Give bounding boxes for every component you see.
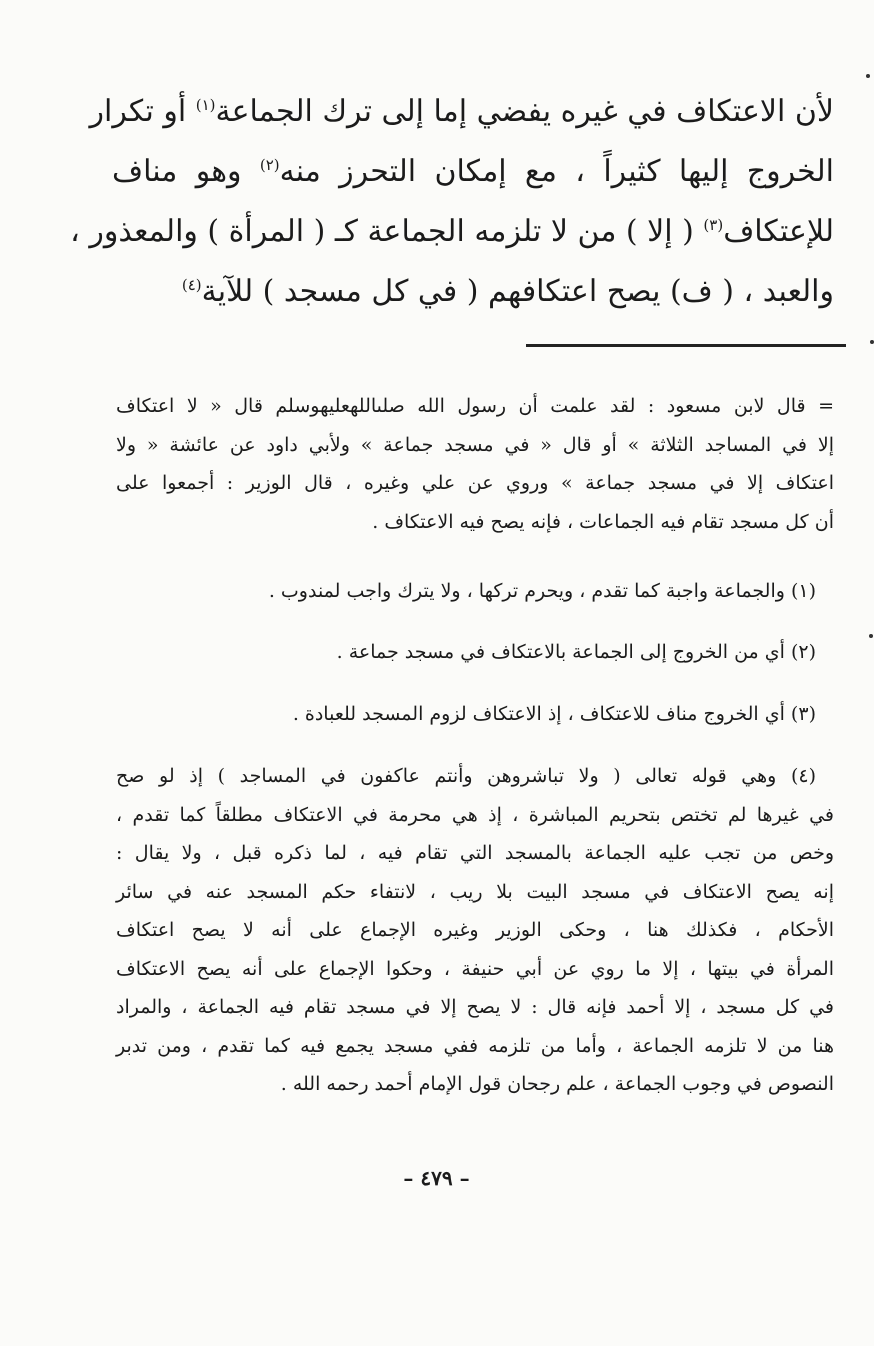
main-line-3: [70, 202, 834, 262]
footnote-4-line: النصوص في وجوب الجماعة ، علم رجحان قول الإمام أحمد رحمه الله .: [280, 1073, 834, 1095]
footnote-continuation: [116, 387, 834, 541]
footnote-marker-3[interactable]: (٣): [703, 216, 724, 234]
main-body-text: [70, 82, 835, 322]
footnote-4: [116, 757, 834, 1104]
page-number: – ٤٧٩ –: [403, 1166, 470, 1190]
footnote-4-line: في كل مسجد ، إلا أحمد فإنه قال : لا يصح إلا في مسجد تقام فيه الجماعة ، والمراد: [116, 996, 834, 1018]
continuation-line: أن كل مسجد تقام فيه الجماعات ، فإنه يصح فيه الاعتكاف .: [372, 510, 834, 533]
main-line-2-text: الخروج إليها كثيراً ، مع إمكان التحرز منه: [279, 154, 835, 189]
main-line-2: [112, 142, 834, 202]
footnote-4-line: هنا من لا تلزمه الجماعة ، وأما من تلزمه ففي مسجد يجمع فيه كما تقدم ، ومن تدبر: [116, 1034, 834, 1057]
main-line-4: [112, 262, 834, 322]
footnote-4-line: وخص من تجب عليه الجماعة بالمسجد التي تقام فيه ، لما ذكره قبل ، ولا يقال :: [116, 842, 834, 864]
continuation-line: = قال لابن مسعود : لقد علمت أن رسول الله صلىاللهعليهوسلم قال « لا اعتكاف: [116, 395, 834, 417]
main-line-1-end: أو تكرار: [89, 94, 187, 129]
continuation-line: اعتكاف إلا في مسجد جماعة » وروي عن علي وغيره ، قال الوزير : أجمعوا على: [116, 472, 834, 494]
main-line-3-end: ( إلا ) من لا تلزمه الجماعة كـ ( المرأة ) والمعذور ،: [70, 214, 694, 249]
footnote-1: [116, 572, 834, 611]
footnote-3-text: (٣) أي الخروج مناف للاعتكاف ، إذ الاعتكاف لزوم المسجد للعبادة .: [292, 703, 816, 725]
footnote-4-line: إنه يصح الاعتكاف في مسجد البيت بلا ريب ، لانتفاء حكم المسجد عنه في سائر: [116, 880, 834, 903]
footnote-1-text: (١) والجماعة واجبة كما تقدم ، ويحرم تركها ، ولا يترك واجب لمندوب .: [268, 580, 816, 602]
main-line-3-text: للإعتكاف: [723, 214, 834, 249]
footnote-3: [116, 695, 834, 734]
main-line-2-end: وهو مناف: [112, 154, 242, 189]
main-line-4-text: والعبد ، ( ف) يصح اعتكافهم ( في كل مسجد ) للآية: [201, 274, 834, 309]
main-line-1: [89, 82, 834, 142]
footnote-marker-4[interactable]: (٤): [181, 276, 202, 294]
scan-speck: [869, 634, 873, 638]
footnote-4-line: المرأة في بيتها ، إلا ما روي عن أبي حنيفة ، وحكوا الإجماع على أنه يصح الاعتكاف: [116, 957, 834, 980]
footnote-marker-1[interactable]: (١): [195, 96, 216, 114]
scan-speck: [866, 74, 870, 78]
footnote-4-line: الأحكام ، فكذلك هنا ، وحكى الوزير وغيره الإجماع على أنه لا يصح اعتكاف: [116, 919, 834, 941]
footnote-4-line: في غيرها لم تختص بتحريم المباشرة ، إذ هي محرمة في الاعتكاف مطلقاً كما تقدم ،: [116, 803, 834, 826]
scan-speck: [870, 340, 874, 344]
footnote-4-line: (٤) وهي قوله تعالى ( ولا تباشروهن وأنتم عاكفون في المساجد ) إذ لو صح: [116, 765, 816, 787]
footnote-marker-2[interactable]: (٢): [259, 156, 280, 174]
footnote-2: [116, 633, 834, 672]
main-line-1-text: لأن الاعتكاف في غيره يفضي إما إلى ترك الجماعة: [215, 94, 834, 129]
continuation-line: إلا في المساجد الثلاثة » أو قال « في مسجد جماعة » ولأبي داود عن عائشة « ولا: [116, 433, 834, 456]
footnote-2-text: (٢) أي من الخروج إلى الجماعة بالاعتكاف في مسجد جماعة .: [336, 641, 816, 663]
footnote-divider: [526, 344, 846, 347]
